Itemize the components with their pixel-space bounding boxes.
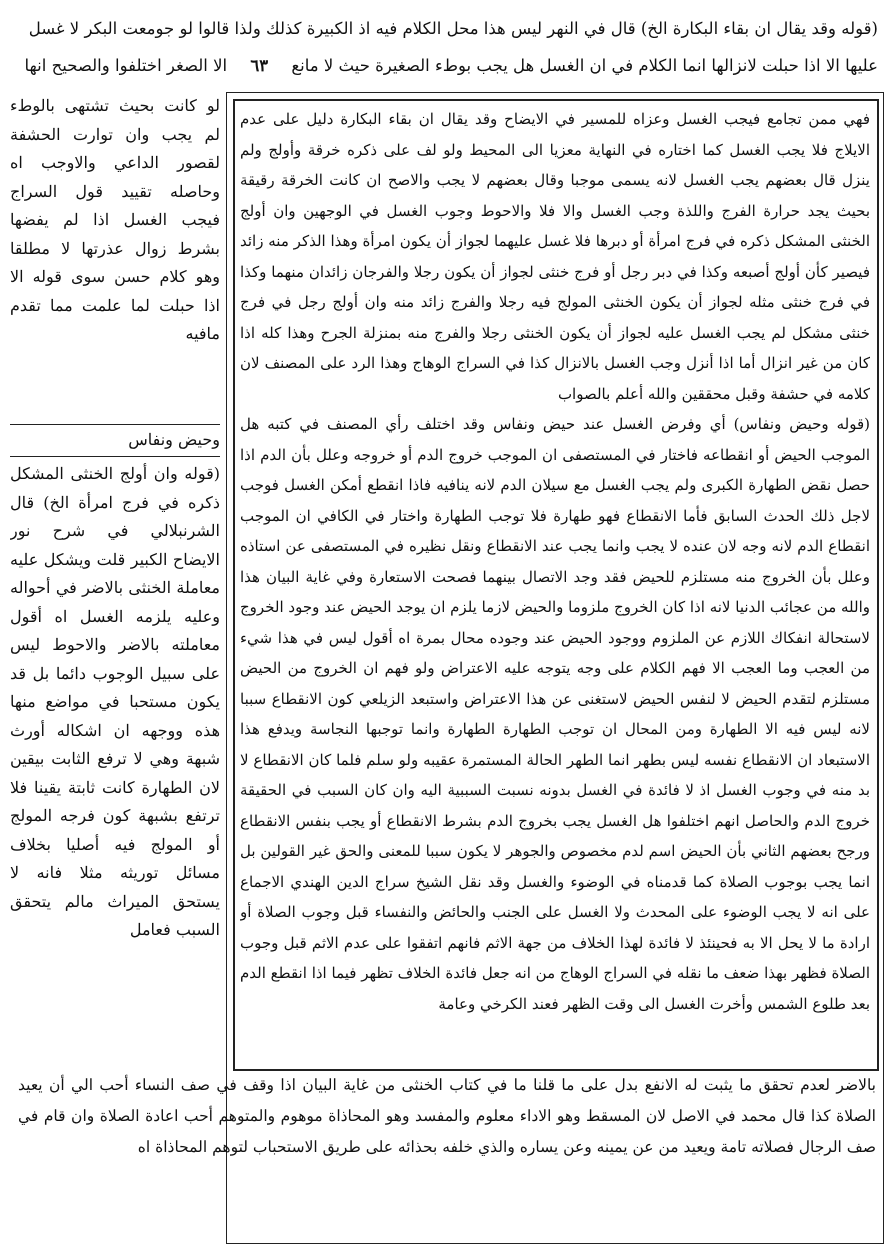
margin-commentary-bottom: (قوله وان أولج الخنثى المشكل ذكره في فرج امرأة الخ) قال الشرنبلالي في شرح نور الايضاح الكبير قلت ويشكل عليه معاملة الخنثى بالاضر في أحواله وعليه يلزمه الغسل اه أقول معاملته بالاضر والاحوط ليس على سبيل الوجوب دائما بل قد يكون مستحبا في مواضع منها هذه ووجهه ان اشكاله أورث شبهة وهي لا ترفع الثابت بيقين لان الطهارة كانت ثابتة يقينا فلا ترتفع بشبهة كون فرجه المولج أو المولج فيه أصليا بخلاف مسائل توريثه مثلا فانه لا يستحق الميراث مالم يتحقق السبب فعامل xyxy=(10,464,220,939)
main-paragraph-1: فهي ممن تجامع فيجب الغسل وعزاه للمسير في الايضاح وقد يقال ان بقاء البكارة دليل على عدم الايلاج فلا يجب الغسل كما اختاره في النهاية معزيا الى المحيط ولو لف على ذكره خرقة وأولج ولم ينزل قال بعضهم يجب الغسل لانه يسمى موجبا وقال بعضهم لا يجب والاصح ان كانت الخرقة رقيقة بحيث يجد حرارة الفرج واللذة وجب الغسل والا فلا والاحوط وجوب الغسل في الوجهين وان أولج الخنثى المشكل ذكره في فرج امرأة أو دبرها فلا غسل عليهما لجواز أن يكون امرأة وهذا الذكر منه زائد فيصير كأن أولج أصبعه وكذا في دبر رجل أو فرج خنثى لجواز أن يكون رجلا والفرجان زائدان منهما وكذا في فرج خنثى مثله لجواز أن يكون الخنثى المولج فيه رجلا والفرج زائد منه وان أولج رجل في فرج خنثى مشكل لم يجب الغسل عليه لجواز أن يكون الخنثى رجلا والفرج منه بمنزلة الجرح وهذا كله اذا كان من غير انزال أما اذا أنزل وجب الغسل بالانزال كذا في السراج الوهاج وهذا الرد على المصنف لان كلامه في حشفة وقبل محققين والله أعلم بالصواب xyxy=(240,110,870,403)
main-text-block xyxy=(240,104,870,1064)
header-line-2-end: الا الصغر اختلفوا والصحيح انها xyxy=(24,56,228,75)
page-number: ٦٣ xyxy=(250,56,269,75)
footer-commentary: بالاضر لعدم تحقق ما يثبت له الانفع بدل على ما قلنا ما في كتاب الخنثى من غاية البيان اذا وقف في صف النساء أحب الي أن يعيد الصلاة كذا قال محمد في الاصل لان المسقط وهو الاداء معلوم والمفسد وهو المحاذاة موهوم والمتوهم أحب اعادة الصلاة وان قام في صف الرجال فصلاته تامة ويعيد من عن يمينه وعن يساره والذي خلفه بحذائه على طريق الاستحباب لتوهم المحاذاة اه xyxy=(18,1076,876,1156)
margin-heading: وحيض ونفاس xyxy=(128,430,220,449)
main-paragraph-2: (قوله وحيض ونفاس) أي وفرض الغسل عند حيض ونفاس وقد اختلف رأي المصنف في كتبه هل الموجب الحيض أو انقطاعه فاختار في المستصفى ان الموجب خروج الدم أو خروجه وعلل بأن الدم اذا حصل نقض الطهارة الكبرى ولم يجب الغسل مع سيلان الدم لانه ينافيه فاذا انقطع أمكن الغسل فوجب لاجل ذلك الحدث السابق فأما الانقطاع فهو طهارة فلا توجب الطهارة واختار في الكافي ان الموجب انقطاع الدم لانه وجه لان عنده لا يجب وانما يجب عند الانقطاع ونقل نظيره في المستصفى عن استاذه وعلل بأن الخروج منه مستلزم للحيض فقد وجد الاتصال بينهما فصحت الاستعارة وفي غاية البيان هذا والله من عجائب الدنيا لانه اذا كان الخروج ملزوما والحيض لازما يلزم ان يوجد الحيض عند وجود الخروج لاستحالة انفكاك اللازم عن الملزوم ووجود الحيض عند وجوده محال بمرة اه أقول ليس في هذا شيء من العجب وما العجب الا فهم الكلام على وجه يتوجه عليه الاعتراض ولو فهم ان الخروج من الحيض مستلزم لتقدم الحيض لا لنفس الحيض لاستغنى عن هذا الاعتراض واستبعد الزيلعي كون الانقطاع سببا لانه ليس فيه الا الطهارة ومن المحال ان توجب الطهارة الطهارة وانما توجبها النجاسة ويدفع هذا الاستبعاد ان الانقطاع نفسه ليس بطهر انما الطهر الحالة المستمرة عقيبه ولو سلم فلما كان الانقطاع لا بد منه في وجوب الغسل اذ لا فائدة في الغسل بدونه نسبت السببية اليه وان كان السبب في الحقيقة خروج الدم والحاصل انهم اختلفوا هل الغسل يجب بخروج الدم بشرط الانقطاع أو يجب بنفس الانقطاع ورجح بعضهم الثاني بأن الحيض اسم لدم مخصوص والجوهر لا يكون سببا للمعنى والحق غير القولين بل انما يجب بوجوب الصلاة كما قدمناه في الوضوء والغسل وقد نقل الشيخ سراج الدين الهندي الاجماع على انه لا يجب الوضوء على المحدث ولا الغسل على الجنب والحائض والنفساء قبل وجوب الصلاة أو ارادة ما لا يحل الا به فحينئذ لا فائدة لهذا الخلاف من جهة الاثم فانهم اتفقوا على عدم الاثم قبل وجوب الصلاة فظهر بهذا ضعف ما نقله في السراج الوهاج من انه جعل فائدة الخلاف تظهر فيما اذا انقطع الدم بعد طلوع الشمس وأخرت الغسل الى وقت الظهر فعند الكرخي وعامة xyxy=(240,415,870,1013)
header-line-2 xyxy=(12,47,878,84)
margin-divider-2 xyxy=(10,456,220,457)
margin-divider xyxy=(10,424,220,425)
header-line-1: (قوله وقد يقال ان بقاء البكارة الخ) قال في النهر ليس هذا محل الكلام فيه اذ الكبيرة كذلك ولذا قالوا لو جومعت البكر لا غسل xyxy=(28,19,878,38)
page-header xyxy=(12,10,878,86)
header-line-2-text: عليها الا اذا حبلت لانزالها انما الكلام في ان الغسل هل يجب بوطء الصغيرة حيث لا مانع xyxy=(291,56,878,75)
margin-commentary-top: لو كانت بحيث تشتهى بالوطء لم يجب وان توارت الحشفة لقصور الداعي والاوجب اه وحاصله تقييد قول السراج فيجب الغسل اذا لم يفضها بشرط زوال عذرتها لا مطلقا وهو كلام حسن سوى قوله الا اذا حبلت لما علمت مما تقدم مافيه xyxy=(10,96,220,343)
